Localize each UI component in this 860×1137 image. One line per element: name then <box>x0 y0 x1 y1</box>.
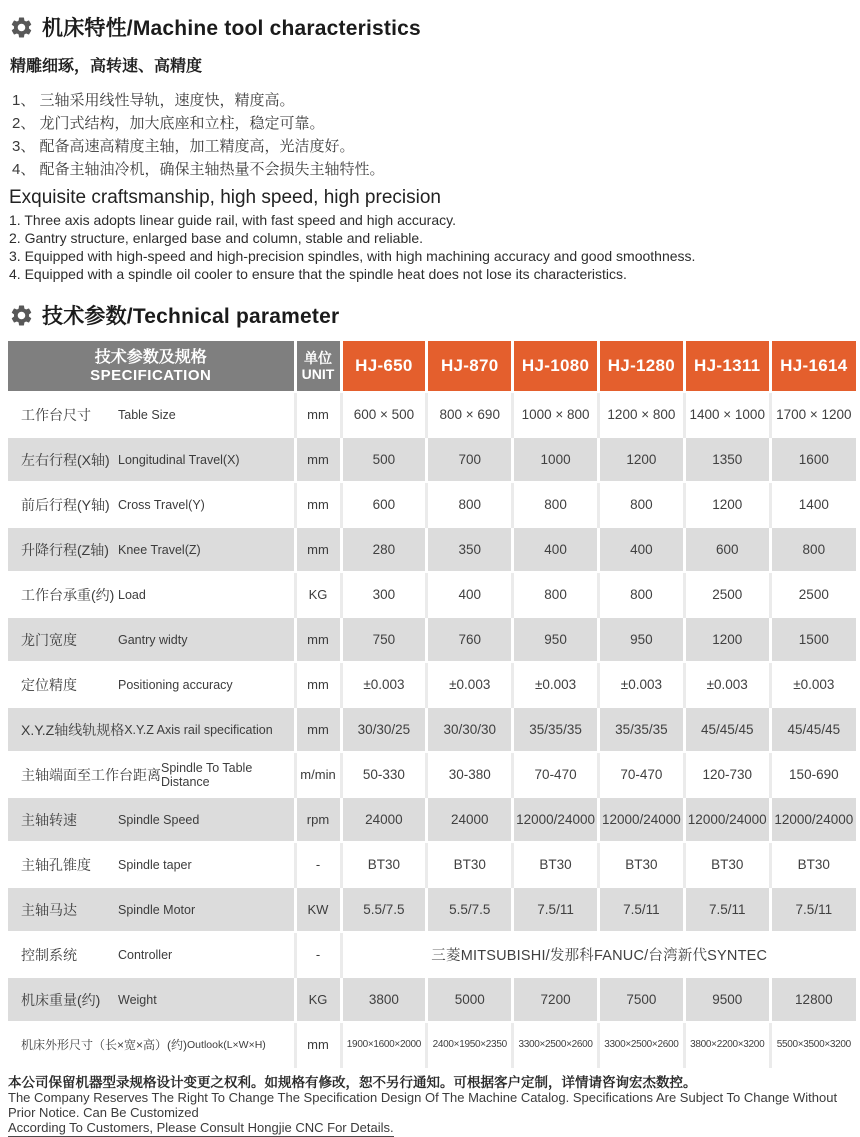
spec-label-en: Knee Travel(Z) <box>118 542 201 557</box>
unit-cell: mm <box>295 527 341 572</box>
table-row <box>8 977 856 1022</box>
value-cell: 3800 <box>341 977 427 1022</box>
feature-item-en: 1. Three axis adopts linear guide rail, with fast speed and high accuracy. <box>9 212 456 228</box>
feature-item-cn: 2、 龙门式结构，加大底座和立柱，稳定可靠。 <box>12 115 325 132</box>
value-cell: 45/45/45 <box>684 707 770 752</box>
table-row <box>8 842 856 887</box>
feature-item-en: 4. Equipped with a spindle oil cooler to ensure that the spindle heat does not lose its characteristics. <box>9 266 627 282</box>
unit-cell: KG <box>295 977 341 1022</box>
value-cell: 120-730 <box>684 752 770 797</box>
section-title-machine-characteristics: 机床特性/Machine tool characteristics <box>42 17 421 40</box>
value-cell: 700 <box>427 437 513 482</box>
value-cell: 1200 <box>598 437 684 482</box>
spec-label-en: Gantry widty <box>118 632 188 647</box>
spec-label-en: Longitudinal Travel(X) <box>118 452 240 467</box>
feature-list-en <box>9 211 854 283</box>
value-cell: 760 <box>427 617 513 662</box>
value-cell: 1200 × 800 <box>598 392 684 437</box>
model-header-cell: HJ-650 <box>341 341 427 392</box>
footer-disclaimer-en-line1: The Company Reserves The Right To Change The Specification Design Of The Machine Catalog. Specifications Are Subject To Change Without Prior Notice. Can Be Customized <box>8 1090 838 1120</box>
gear-icon <box>9 303 34 328</box>
feature-list-cn <box>12 89 854 181</box>
value-cell: 35/35/35 <box>513 707 599 752</box>
spec-label-cn: 左右行程(X轴) <box>21 451 110 468</box>
table-row <box>8 617 856 662</box>
feature-item-en: 3. Equipped with high-speed and high-precision spindles, with high machining accuracy and good smoothness. <box>9 248 696 264</box>
value-cell: 1900×1600×2000 <box>341 1022 427 1067</box>
spec-label-cn: 机床重量(约) <box>21 991 101 1008</box>
value-cell: 3800×2200×3200 <box>684 1022 770 1067</box>
value-cell: 350 <box>427 527 513 572</box>
spec-label-cn: 控制系统 <box>21 946 77 963</box>
unit-cell: rpm <box>295 797 341 842</box>
value-cell: 7.5/11 <box>684 887 770 932</box>
spec-cell <box>8 1022 295 1067</box>
value-cell: 30/30/30 <box>427 707 513 752</box>
spec-label-en: Outlook(L×W×H) <box>187 1038 266 1051</box>
value-cell: 5000 <box>427 977 513 1022</box>
spec-cell <box>8 437 295 482</box>
intro-en-title: Exquisite craftsmanship, high speed, high precision <box>9 187 441 208</box>
spec-label-cn: 定位精度 <box>21 676 77 693</box>
table-row <box>8 437 856 482</box>
unit-header-cell <box>295 341 341 392</box>
unit-cell: mm <box>295 707 341 752</box>
feature-item-cn: 4、 配备主轴油冷机，确保主轴热量不会损失主轴特性。 <box>12 161 385 178</box>
spec-cell <box>8 977 295 1022</box>
value-cell: 9500 <box>684 977 770 1022</box>
spec-label-en: Cross Travel(Y) <box>118 497 205 512</box>
table-row <box>8 527 856 572</box>
spec-label-cn: 工作台承重(约) <box>21 586 115 603</box>
value-cell: 35/35/35 <box>598 707 684 752</box>
unit-cell: mm <box>295 1022 341 1067</box>
spec-label-en: Spindle To Table Distance <box>161 760 253 789</box>
spec-header-en: SPECIFICATION <box>90 367 212 384</box>
unit-cell: KW <box>295 887 341 932</box>
spec-label-cn: 升降行程(Z轴) <box>21 541 109 558</box>
spec-label-cn: X.Y.Z轴线轨规格 <box>21 721 125 738</box>
spec-label-cn: 机床外形尺寸（长×宽×高）(约) <box>21 1038 188 1052</box>
spec-label-cn: 工作台尺寸 <box>21 406 91 423</box>
spec-cell <box>8 617 295 662</box>
spec-label-en: Spindle taper <box>118 857 192 872</box>
spec-cell <box>8 707 295 752</box>
value-cell: 2400×1950×2350 <box>427 1022 513 1067</box>
unit-cell: mm <box>295 617 341 662</box>
value-cell: 400 <box>598 527 684 572</box>
spec-label-cn: 前后行程(Y轴) <box>21 496 110 513</box>
section-technical-parameter-heading <box>9 300 854 330</box>
value-cell: 7.5/11 <box>598 887 684 932</box>
value-cell: BT30 <box>341 842 427 887</box>
spec-label-cn: 主轴孔锥度 <box>21 856 91 873</box>
unit-header-cn: 单位 <box>304 350 332 366</box>
value-cell: 1500 <box>770 617 856 662</box>
value-cell: 12800 <box>770 977 856 1022</box>
spec-cell <box>8 662 295 707</box>
table-row <box>8 1022 856 1067</box>
value-cell: 24000 <box>341 797 427 842</box>
value-cell: 1350 <box>684 437 770 482</box>
table-row <box>8 797 856 842</box>
unit-cell: m/min <box>295 752 341 797</box>
model-header-cell: HJ-1311 <box>684 341 770 392</box>
value-cell: 500 <box>341 437 427 482</box>
value-cell: ±0.003 <box>513 662 599 707</box>
value-cell: 950 <box>513 617 599 662</box>
spec-cell <box>8 482 295 527</box>
value-cell: 800 <box>598 572 684 617</box>
model-header-cell: HJ-1280 <box>598 341 684 392</box>
footer-disclaimer-en-line2: According To Customers, Please Consult Hongjie CNC For Details. <box>8 1120 394 1135</box>
spec-label-en: Load <box>118 587 146 602</box>
value-cell: 2500 <box>684 572 770 617</box>
value-cell: 7.5/11 <box>770 887 856 932</box>
value-cell: 7200 <box>513 977 599 1022</box>
feature-item-cn: 3、 配备高速高精度主轴，加工精度高，光洁度好。 <box>12 138 355 155</box>
feature-item-en: 2. Gantry structure, enlarged base and column, stable and reliable. <box>9 230 424 246</box>
spec-cell <box>8 887 295 932</box>
spec-label-en: X.Y.Z Axis rail specification <box>124 722 273 737</box>
value-cell: 600 <box>684 527 770 572</box>
spec-label-cn: 主轴端面至工作台距离 <box>21 766 161 783</box>
spec-header-cell <box>8 341 295 392</box>
value-cell: 7.5/11 <box>513 887 599 932</box>
table-row <box>8 932 856 977</box>
value-cell: 50-330 <box>341 752 427 797</box>
value-cell: BT30 <box>598 842 684 887</box>
value-cell: 800 <box>770 527 856 572</box>
footer-disclaimer-cn: 本公司保留机器型录规格设计变更之权利。如规格有修改，恕不另行通知。可根据客户定制，详情请咨询宏杰数控。 <box>8 1075 697 1090</box>
value-cell: 1200 <box>684 617 770 662</box>
value-cell: 800 <box>513 482 599 527</box>
value-cell: BT30 <box>427 842 513 887</box>
model-header-cell: HJ-870 <box>427 341 513 392</box>
value-cell: 1000 × 800 <box>513 392 599 437</box>
spec-label-en: Controller <box>118 947 173 962</box>
spec-header-cn: 技术参数及规格 <box>94 349 207 366</box>
value-cell: 1600 <box>770 437 856 482</box>
table-row <box>8 572 856 617</box>
value-cell: 1400 <box>770 482 856 527</box>
spec-label-cn: 主轴转速 <box>21 811 77 828</box>
value-cell: 1400 × 1000 <box>684 392 770 437</box>
value-cell: 800 <box>513 572 599 617</box>
value-cell: 2500 <box>770 572 856 617</box>
value-cell: 1000 <box>513 437 599 482</box>
spec-label-en: Positioning accuracy <box>118 677 233 692</box>
spec-cell <box>8 527 295 572</box>
unit-cell: - <box>295 932 341 977</box>
spec-cell <box>8 752 295 797</box>
value-cell: 12000/24000 <box>770 797 856 842</box>
value-cell: ±0.003 <box>598 662 684 707</box>
value-cell: 800 <box>427 482 513 527</box>
value-cell: 70-470 <box>598 752 684 797</box>
unit-cell: mm <box>295 437 341 482</box>
value-cell: BT30 <box>513 842 599 887</box>
unit-cell: mm <box>295 482 341 527</box>
spec-table <box>8 341 856 1068</box>
table-row <box>8 887 856 932</box>
gear-icon <box>9 15 34 40</box>
value-cell: 150-690 <box>770 752 856 797</box>
spec-label-en: Spindle Speed <box>118 812 200 827</box>
unit-cell: - <box>295 842 341 887</box>
footer <box>8 1075 854 1137</box>
value-cell: ±0.003 <box>770 662 856 707</box>
value-cell: 24000 <box>427 797 513 842</box>
spec-label-cn: 主轴马达 <box>21 901 77 918</box>
spec-cell <box>8 932 295 977</box>
intro-subtitle: 精雕细琢，高转速、高精度 <box>10 58 203 75</box>
value-cell: 750 <box>341 617 427 662</box>
unit-cell: mm <box>295 662 341 707</box>
value-cell: ±0.003 <box>427 662 513 707</box>
value-cell: 3300×2500×2600 <box>513 1022 599 1067</box>
table-row <box>8 392 856 437</box>
value-cell: 12000/24000 <box>684 797 770 842</box>
section-title-technical-parameter: 技术参数/Technical parameter <box>42 305 340 328</box>
value-cell: 12000/24000 <box>513 797 599 842</box>
section-machine-characteristics-heading <box>9 12 854 42</box>
value-cell: 12000/24000 <box>598 797 684 842</box>
unit-header-en: UNIT <box>301 366 335 382</box>
spec-cell <box>8 392 295 437</box>
spec-label-en: Spindle Motor <box>118 902 196 917</box>
table-row <box>8 707 856 752</box>
value-cell: 45/45/45 <box>770 707 856 752</box>
value-cell: ±0.003 <box>684 662 770 707</box>
spec-label-en: Weight <box>118 992 157 1007</box>
value-cell: 280 <box>341 527 427 572</box>
spec-cell <box>8 572 295 617</box>
value-cell: 800 <box>598 482 684 527</box>
value-cell: 3300×2500×2600 <box>598 1022 684 1067</box>
value-cell: 600 <box>341 482 427 527</box>
value-cell: 7500 <box>598 977 684 1022</box>
value-cell: 30/30/25 <box>341 707 427 752</box>
value-cell: ±0.003 <box>341 662 427 707</box>
value-cell: 30-380 <box>427 752 513 797</box>
value-cell: 400 <box>513 527 599 572</box>
unit-cell: mm <box>295 392 341 437</box>
value-cell: 400 <box>427 572 513 617</box>
value-cell-merged: 三菱MITSUBISHI/发那科FANUC/台湾新代SYNTEC <box>341 932 856 977</box>
table-row <box>8 482 856 527</box>
spec-label-en: Table Size <box>118 407 176 422</box>
model-header-cell: HJ-1614 <box>770 341 856 392</box>
table-row <box>8 752 856 797</box>
spec-cell <box>8 842 295 887</box>
value-cell: BT30 <box>770 842 856 887</box>
value-cell: 600 × 500 <box>341 392 427 437</box>
value-cell: 5.5/7.5 <box>427 887 513 932</box>
value-cell: 950 <box>598 617 684 662</box>
value-cell: 5.5/7.5 <box>341 887 427 932</box>
table-header-row <box>8 341 856 392</box>
value-cell: 800 × 690 <box>427 392 513 437</box>
value-cell: 300 <box>341 572 427 617</box>
value-cell: BT30 <box>684 842 770 887</box>
value-cell: 5500×3500×3200 <box>770 1022 856 1067</box>
value-cell: 1700 × 1200 <box>770 392 856 437</box>
spec-cell <box>8 797 295 842</box>
feature-item-cn: 1、 三轴采用线性导轨，速度快，精度高。 <box>12 92 295 109</box>
table-row <box>8 662 856 707</box>
value-cell: 70-470 <box>513 752 599 797</box>
value-cell: 1200 <box>684 482 770 527</box>
spec-label-cn: 龙门宽度 <box>21 631 77 648</box>
unit-cell: KG <box>295 572 341 617</box>
model-header-cell: HJ-1080 <box>513 341 599 392</box>
